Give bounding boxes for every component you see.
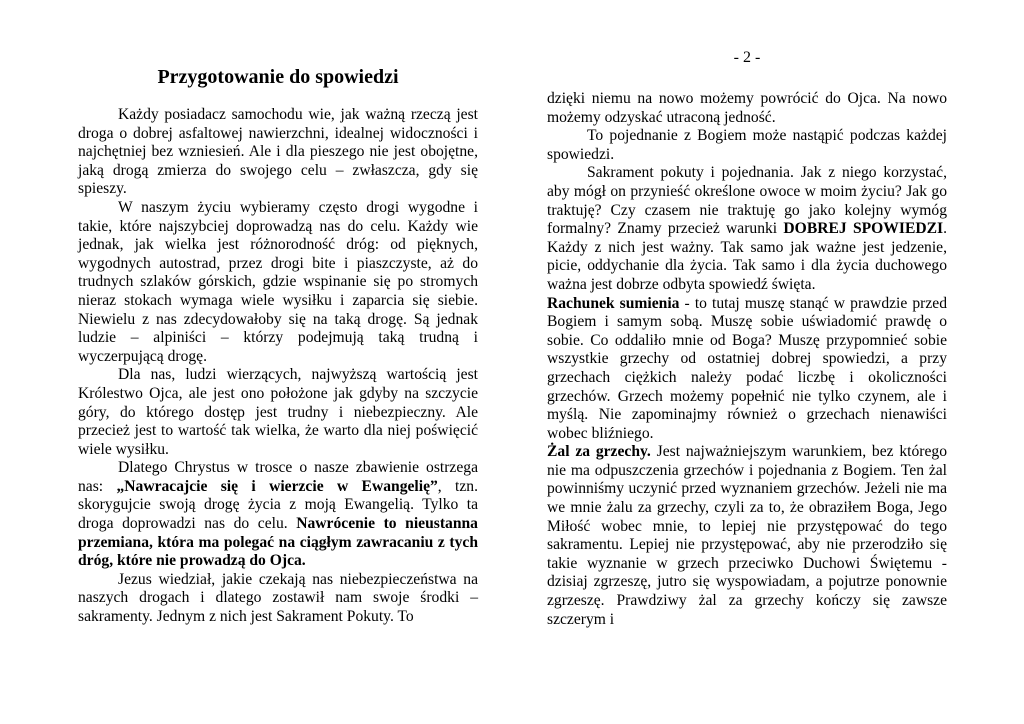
paragraph-4-intro: Dlatego Chrystus w trosce o nasze zbawienie ostrzega nas: [78,459,478,495]
examination-heading: Rachunek sumienia [547,294,680,312]
paragraph-5: Jezus wiedział, jakie czekają nas niebezpieczeństwa na naszych drogach i dlatego zostawił nam swoje środki – sakramenty. Jednym z nich jest Sakrament Pokuty. To [78,570,478,626]
paragraph-4 [78,459,478,571]
right-paragraph-1: dzięki niemu na nowo możemy powrócić do Ojca. Na nowo możemy odzyskać utraconą jedność. [547,90,947,126]
page-title: Przygotowanie do spowiedzi [157,66,399,88]
contrition-text: Jest najważniejszym warunkiem, bez którego nie ma odpuszczenia grzechów i pojednania z Bogiem. Ten żal powinniśmy uczynić przed wyznaniem grzechów. Jeżeli nie ma we mnie żalu za grzechy, czyli za to, że obraziłem Boga, Jego Miłość wobec mnie, to lepiej nie przystępować do tego sakramentu. Lepiej nie przystępować, aby nie przerodziło się takie wyznanie w grzech przeciwko Duchowi Świętemu - dzisiaj zgrzeszę, jutro się wyspowiadam, a pojutrze ponownie zgrzeszę. Prawdziwy żal za grzechy kończy się zawsze szczerym i [547,443,947,628]
paragraph-1: Każdy posiadacz samochodu wie, jak ważną rzeczą jest droga o dobrej asfaltowej nawierzchni, idealnej widoczności i najchętniej bez wzniesień. Ale i dla pieszego nie jest obojętne, jaką drogą zmierza do swojego celu – zwłaszcza, gdy się spieszy. [78,106,478,198]
sacrament-conditions: . Każdy z nich jest ważny. Tak samo jak ważne jest jedzenie, picie, oddychanie dla życia. Tak samo i dla życia duchowego ważna jest dobrze odbyta spowiedź święta. [547,220,947,293]
paragraph-3: Dla nas, ludzi wierzących, najwyższą wartością jest Królestwo Ojca, ale jest ono położone jak gdyby na szczycie góry, do którego dostęp jest trudny i niebezpieczny. Ale przecież jest to wartość tak wielka, że warto dla niej poświęcić wiele wysiłku. [78,366,478,458]
gospel-quote: „Nawracajcie się i wierzcie w Ewangelię” [116,477,438,495]
page-number: - 2 - [733,49,761,66]
contrition-heading: Żal za grzechy. [547,443,651,461]
sacrament-intro: Sakrament pokuty i pojednania. Jak z niego korzystać, aby mógł on przynieść określone owoce w moim życiu? Jak go traktuję? Czy czasem nie traktuję go jako kolejny wymóg formalny? Znamy przecież warunki [547,164,947,238]
right-paragraph-2: To pojednanie z Bogiem może nastąpić podczas każdej spowiedzi. [547,127,947,163]
right-paragraph-4 [547,295,947,444]
right-page-body [547,90,947,629]
right-paragraph-5 [547,443,947,629]
right-paragraph-3 [547,164,947,294]
examination-text: - to tutaj muszę stanąć w prawdzie przed Bogiem i samym sobą. Muszę sobie uświadomić prawdę o sobie. Co oddaliło mnie od Boga? Muszę przypomnieć sobie wszystkie grzechy od ostatniej dobrej spowiedzi, a przy grzechach ciężkich należy podać liczbę i okoliczności grzechów. Grzech możemy popełnić nie tylko czynem, ale i myślą. Nie zapominajmy również o grzechach nienawiści wobec bliźniego. [547,294,947,442]
conversion-definition: Nawrócenie to nieustanna przemiana, która ma polegać na ciągłym zawracaniu z tych dróg, które nie prowadzą do Ojca. [78,515,478,570]
paragraph-2: W naszym życiu wybieramy często drogi wygodne i takie, które najszybciej doprowadzą nas do celu. Każdy wie jednak, jak wielka jest różnorodność dróg: od pięknych, wygodnych autostrad, przez drogi bite i piaszczyste, aż do trudnych szlaków górskich, gdzie wspinanie się po stromych nieraz stokach wymaga wiele wysiłku i zaparcia się siebie. Niewielu z nas zdecydowałoby się na taką drogę. Są jednak ludzie – alpiniści – którzy podejmują taką trudną i wyczerpującą drogę. [78,198,478,365]
left-page-body [78,106,478,627]
paragraph-4-middle: , tzn. skorygujcie swoją drogę życia z moją Ewangelią. Tylko ta droga doprowadzi nas do celu. [78,477,478,533]
good-confession-heading: DOBREJ SPOWIEDZI [783,220,944,238]
